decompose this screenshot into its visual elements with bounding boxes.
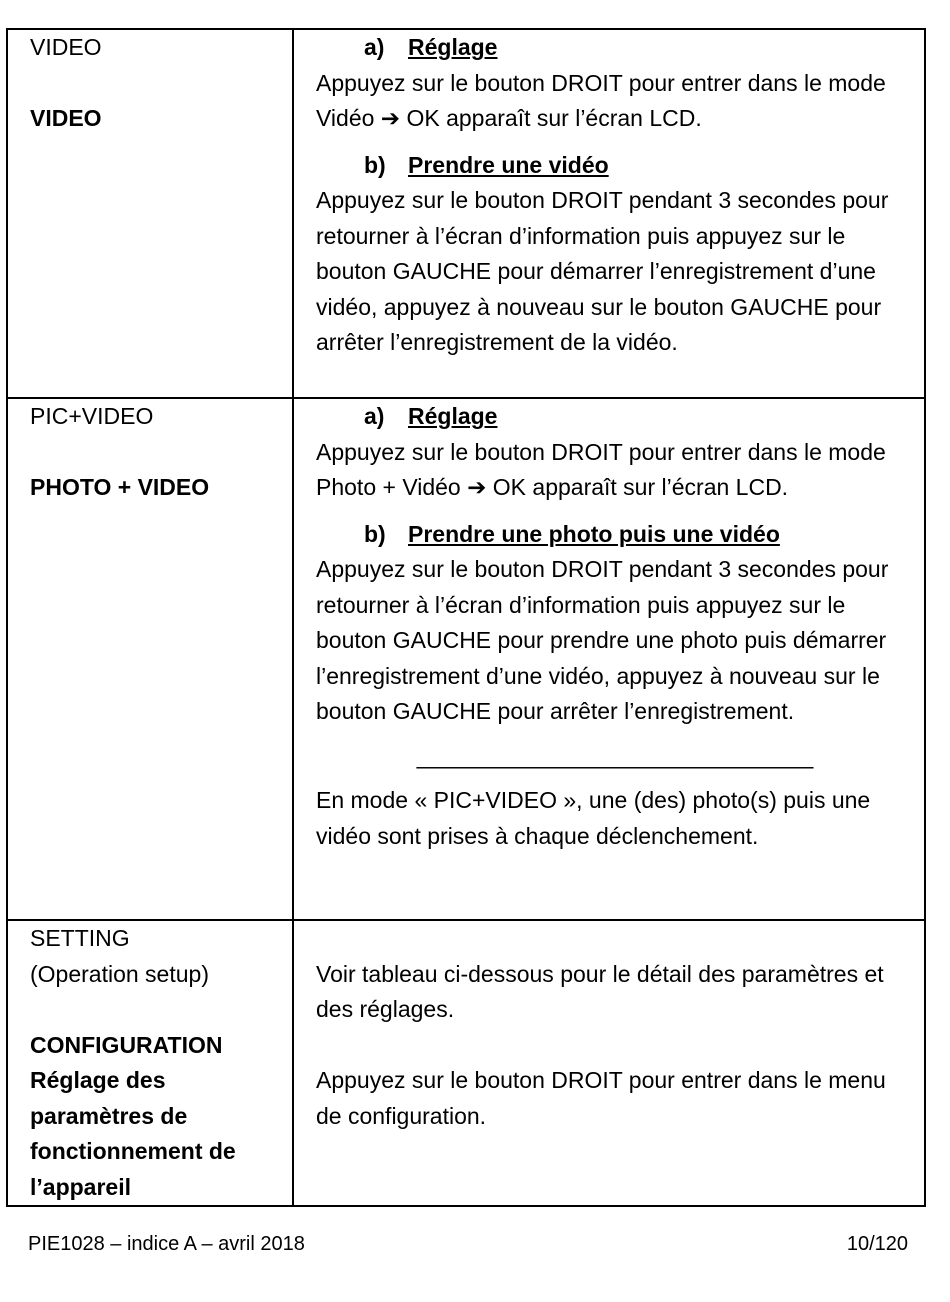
table-row-pic-video <box>8 399 924 921</box>
section-text: Appuyez sur le bouton DROIT pour entrer dans le mode Photo + Vidéo ➔ OK apparaît sur l’écran LCD. <box>316 438 886 500</box>
setting-text-1: Voir tableau ci-dessous pour le détail des paramètres et des réglages. <box>316 960 884 1022</box>
mode-label-cell <box>8 399 294 919</box>
section-text: Appuyez sur le bouton DROIT pour entrer dans le mode Vidéo ➔ OK apparaît sur l’écran LCD. <box>316 69 886 131</box>
table-row-setting <box>8 921 924 1205</box>
document-reference: PIE1028 – indice A – avril 2018 <box>28 1233 305 1255</box>
section-heading <box>316 399 914 435</box>
section-heading <box>316 148 914 184</box>
section-text: Appuyez sur le bouton DROIT pendant 3 secondes pour retourner à l’écran d’information puis appuyez sur le bouton GAUCHE pour démarrer l’enregistrement d’une vidéo, appuyez à nouveau sur le bouton GAUCHE pour arrêter l’enregistrement de la vidéo. <box>316 187 889 355</box>
note-text: En mode « PIC+VIDEO », une (des) photo(s) puis une vidéo sont prises à chaque déclenchement. <box>316 787 871 849</box>
mode-label-translated: VIDEO <box>30 105 102 131</box>
section-title: Réglage <box>408 34 498 60</box>
section-text: Appuyez sur le bouton DROIT pendant 3 secondes pour retourner à l’écran d’information puis appuyez sur le bouton GAUCHE pour prendre une photo puis démarrer l’enregistrement d’une vidéo, appuyez à nouveau sur le bouton GAUCHE pour arrêter l’enregistrement. <box>316 556 889 724</box>
section-heading <box>316 517 914 553</box>
mode-description-cell <box>294 399 924 919</box>
section-title: Réglage <box>408 403 498 429</box>
mode-label-translated: PHOTO + VIDEO <box>30 474 210 500</box>
section-letter: a) <box>364 34 385 60</box>
mode-label-cell <box>8 30 294 397</box>
mode-label: PIC+VIDEO <box>30 403 154 429</box>
mode-description-cell <box>294 921 924 1205</box>
section-heading <box>316 30 914 66</box>
mode-label: SETTING <box>30 925 130 951</box>
section-letter: b) <box>364 151 386 178</box>
section-title: Prendre une photo puis une vidéo <box>408 520 780 547</box>
page-number: 10/120 <box>846 1233 908 1255</box>
separator-line: _______________________________ <box>416 742 814 769</box>
mode-label-cell <box>8 921 294 1205</box>
mode-label-translated: CONFIGURATION Réglage des paramètres de fonctionnement de l’appareil <box>30 1031 236 1200</box>
instruction-table <box>6 28 926 1207</box>
section-letter: b) <box>364 520 386 547</box>
section-title: Prendre une vidéo <box>408 151 609 178</box>
section-letter: a) <box>364 403 385 429</box>
mode-description-cell <box>294 30 924 397</box>
mode-label-subtitle: (Operation setup) <box>30 960 209 987</box>
page-footer <box>28 1230 908 1258</box>
table-row-video <box>8 30 924 399</box>
mode-label: VIDEO <box>30 34 102 60</box>
setting-text-2: Appuyez sur le bouton DROIT pour entrer dans le menu de configuration. <box>316 1067 886 1129</box>
